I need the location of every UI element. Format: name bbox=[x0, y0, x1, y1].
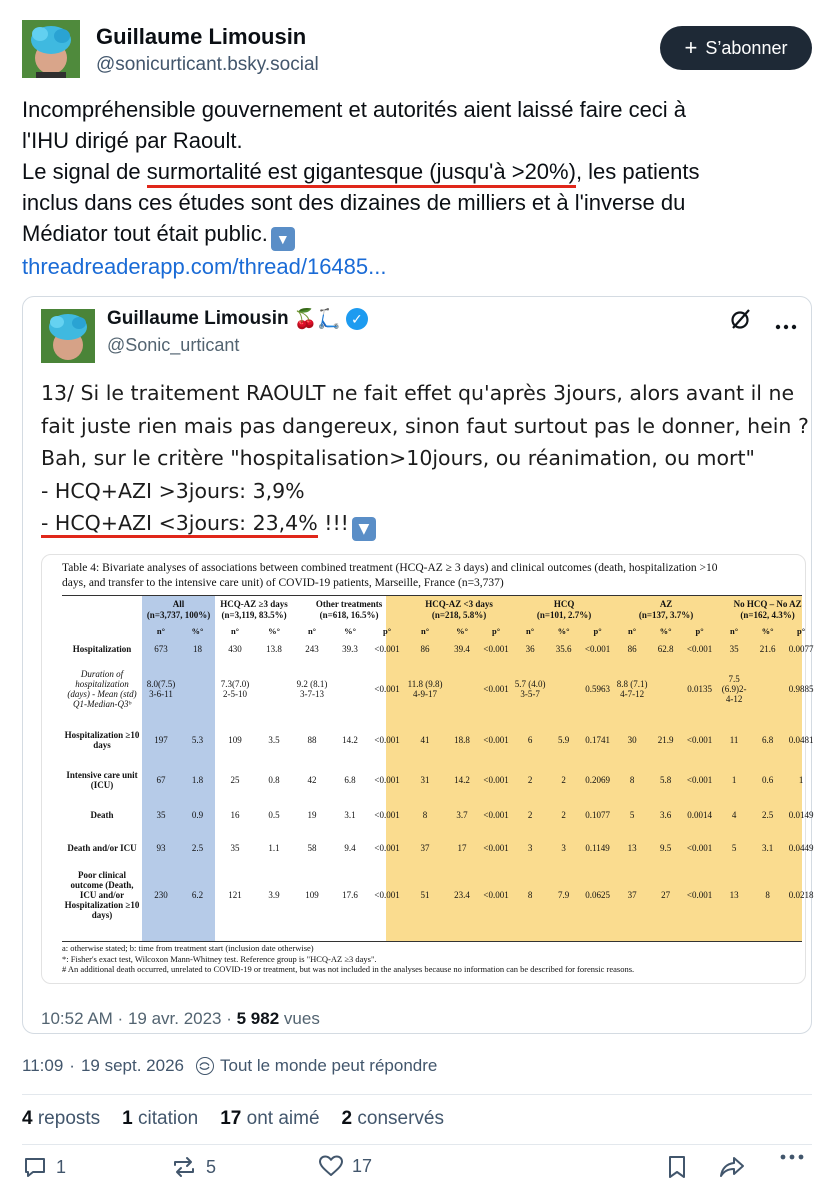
group-sublabel: (n=3,119, 83.5%) bbox=[221, 610, 287, 620]
table-cell: 9.2 (8.1) 3-7-13 bbox=[296, 679, 328, 699]
table-cell: 5.3 bbox=[191, 735, 204, 745]
table-cell: 3.5 bbox=[268, 735, 280, 745]
group-sublabel: (n=101, 2.7%) bbox=[536, 610, 592, 620]
table-row bbox=[62, 830, 818, 866]
repost-icon bbox=[170, 1154, 198, 1180]
table-row-label: Intensive care unit (ICU) bbox=[66, 770, 138, 790]
table-cell: <0.001 bbox=[374, 890, 400, 900]
table-cell: 7.5 (6.9)2-4-12 bbox=[721, 674, 747, 704]
likes-stat[interactable] bbox=[220, 1108, 319, 1130]
table-cell: 14.2 bbox=[342, 735, 358, 745]
table-cell: 3.6 bbox=[659, 810, 672, 820]
table-cell: 39.3 bbox=[342, 644, 358, 654]
divider bbox=[22, 1144, 812, 1145]
saved-count: 2 bbox=[341, 1108, 353, 1129]
more-button[interactable] bbox=[780, 1154, 804, 1160]
table-cell: 8 bbox=[765, 890, 770, 900]
table-row bbox=[62, 760, 818, 800]
post-link[interactable]: threadreaderapp.com/thread/16485... bbox=[22, 254, 387, 279]
likes-label: ont aimé bbox=[246, 1108, 320, 1129]
table-cell: <0.001 bbox=[686, 775, 713, 785]
table-cell: 35 bbox=[230, 843, 240, 853]
post-fragment: , les patients bbox=[575, 159, 700, 184]
table-cell: 8 bbox=[527, 890, 533, 900]
table-cell bbox=[180, 658, 215, 720]
table-cell: 6.8 bbox=[344, 775, 356, 785]
table-cell: 197 bbox=[154, 735, 168, 745]
table-subheader: p° bbox=[382, 626, 392, 636]
table-cell: 0.5 bbox=[268, 810, 280, 820]
table-cell: 0.6 bbox=[761, 775, 774, 785]
table-cell bbox=[547, 658, 580, 720]
down-arrow-icon: ▼ bbox=[352, 517, 376, 541]
table-cell: 7.3(7.0) 2-5-10 bbox=[220, 679, 250, 699]
repost-count: 5 bbox=[206, 1156, 217, 1177]
table-cell: 2 bbox=[561, 810, 566, 820]
table-footnote: *: Fisher's exact test, Wilcoxon Mann-Whitney test. Reference group is "HCQ-AZ ≥3 days". bbox=[62, 953, 377, 964]
table-cell: 109 bbox=[228, 735, 242, 745]
table-cell: <0.001 bbox=[483, 684, 509, 694]
table-cell: 5.7 (4.0) 3-5-7 bbox=[514, 679, 546, 699]
plus-icon: + bbox=[684, 35, 698, 60]
table-cell bbox=[255, 658, 293, 720]
table-subheader: %° bbox=[557, 626, 570, 636]
table-cell: <0.001 bbox=[374, 735, 400, 745]
table-group-header bbox=[717, 597, 818, 623]
table-cell: 18.8 bbox=[454, 735, 470, 745]
table-cell: 19 bbox=[307, 810, 317, 820]
separator: · bbox=[112, 1009, 128, 1028]
table-cell: 0.1149 bbox=[585, 843, 610, 853]
bookmark-button[interactable] bbox=[666, 1154, 688, 1180]
table-subheader: %° bbox=[268, 626, 280, 636]
table-row bbox=[62, 866, 818, 924]
table-cell: <0.001 bbox=[483, 644, 509, 654]
table-cell bbox=[331, 658, 369, 720]
table-cell: 88 bbox=[307, 735, 317, 745]
table-subheader: %° bbox=[456, 626, 468, 636]
table-group-header bbox=[293, 597, 405, 623]
table-cell: 8 bbox=[422, 810, 428, 820]
table-group-header bbox=[513, 597, 615, 623]
table-cell: <0.001 bbox=[686, 890, 713, 900]
underlined-highlight: surmortalité est gigantesque (jusqu'à >20%) bbox=[147, 159, 576, 188]
group-label: Other treatments bbox=[315, 599, 383, 609]
citations-label: citation bbox=[138, 1108, 199, 1129]
table-cell: 14.2 bbox=[454, 775, 470, 785]
post-meta bbox=[22, 1056, 437, 1076]
views-count: 5 982 bbox=[236, 1009, 280, 1028]
group-label: HCQ-AZ ≥3 days bbox=[220, 599, 288, 609]
table-footnote: # An additional death occurred, unrelated to COVID-19 or treatment, but was not included in the analyses because no information can be described for forensic reasons. bbox=[62, 964, 635, 974]
table-corner bbox=[62, 597, 142, 640]
cherry-scooter-emoji: 🍒🛴 bbox=[293, 309, 341, 330]
table-cell: 21.6 bbox=[759, 644, 776, 654]
table-cell: 3 bbox=[527, 843, 533, 853]
table-cell bbox=[445, 658, 479, 720]
table-caption-line: Table 4: Bivariate analyses of associations between combined treatment (HCQ-AZ ≥ 3 days) and clinical outcomes (death, hospitalization >10 bbox=[62, 562, 718, 574]
table-cell: 0.2069 bbox=[585, 775, 610, 785]
author-handle[interactable]: @sonicurticant.bsky.social bbox=[96, 54, 319, 75]
table-cell: 5 bbox=[731, 843, 737, 853]
quoted-time: 10:52 AM bbox=[41, 1009, 113, 1028]
table-cell: 1.8 bbox=[191, 775, 204, 785]
divider bbox=[22, 1094, 812, 1095]
table-cell: 21.9 bbox=[657, 735, 674, 745]
table-cell: 3 bbox=[561, 843, 566, 853]
citations-count: 1 bbox=[122, 1108, 133, 1129]
table-cell: 2.5 bbox=[191, 843, 204, 853]
table-cell: 13 bbox=[627, 843, 637, 853]
table-cell: 8.0(7.5) 3-6-11 bbox=[146, 679, 176, 699]
table-cell: 0.0135 bbox=[687, 684, 712, 694]
table-subheader: p° bbox=[593, 626, 602, 636]
table-cell: 86 bbox=[420, 644, 430, 654]
table-cell: 35 bbox=[729, 644, 739, 654]
table-cell: 5.9 bbox=[557, 735, 570, 745]
quoted-line bbox=[41, 507, 801, 541]
table-cell: 2 bbox=[527, 775, 533, 785]
table-cell: 673 bbox=[154, 644, 168, 654]
table-cell: 0.9 bbox=[191, 810, 204, 820]
author-name[interactable]: Guillaume Limousin bbox=[96, 24, 307, 49]
table-cell: <0.001 bbox=[374, 843, 400, 853]
table-cell: 7.9 bbox=[557, 890, 570, 900]
quoted-line: - HCQ+AZI >3jours: 3,9% bbox=[41, 478, 305, 503]
group-sublabel: (n=218, 5.8%) bbox=[431, 610, 487, 620]
table-cell: 41 bbox=[420, 735, 430, 745]
table-row bbox=[62, 640, 818, 658]
table-cell: 0.0014 bbox=[687, 810, 712, 820]
table-cell: 17.6 bbox=[342, 890, 358, 900]
table-cell: <0.001 bbox=[374, 644, 400, 654]
table-cell: 3.1 bbox=[761, 843, 774, 853]
table-cell: 5.8 bbox=[659, 775, 672, 785]
table-cell: 23.4 bbox=[454, 890, 470, 900]
saved-stat[interactable] bbox=[342, 1108, 444, 1130]
table-cell: <0.001 bbox=[374, 810, 400, 820]
table-cell: 13.8 bbox=[266, 644, 282, 654]
underlined-highlight: - HCQ+AZI <3jours: 23,4% bbox=[41, 511, 318, 538]
table-cell: <0.001 bbox=[686, 735, 713, 745]
table-cell: <0.001 bbox=[483, 735, 509, 745]
table-row-label: Hospitalization ≥10 days bbox=[64, 730, 140, 750]
table-grid bbox=[62, 597, 814, 941]
table-cell: 51 bbox=[420, 890, 430, 900]
table-cell: <0.001 bbox=[483, 775, 509, 785]
avatar[interactable] bbox=[22, 20, 80, 78]
table-group-header bbox=[142, 597, 215, 623]
table-cell bbox=[649, 658, 682, 720]
table-cell: <0.001 bbox=[483, 810, 509, 820]
table-cell: 86 bbox=[627, 644, 637, 654]
table-cell: 62.8 bbox=[657, 644, 674, 654]
table-cell: 37 bbox=[627, 890, 637, 900]
quoted-text bbox=[41, 377, 809, 541]
table-cell: 6.2 bbox=[191, 890, 204, 900]
table-cell: <0.001 bbox=[483, 843, 509, 853]
table-cell: 0.0077 bbox=[788, 644, 814, 654]
table-cell: 3.1 bbox=[344, 810, 356, 820]
group-sublabel: (n=137, 3.7%) bbox=[638, 610, 694, 620]
table-cell: 6.8 bbox=[761, 735, 774, 745]
table-cell: 37 bbox=[420, 843, 430, 853]
table-footnotes bbox=[62, 943, 797, 975]
like-button[interactable] bbox=[318, 1154, 372, 1178]
table-subheader: n° bbox=[307, 626, 317, 636]
table-row-label: Death and/or ICU bbox=[67, 843, 137, 853]
table-cell: 0.0149 bbox=[788, 810, 814, 820]
table-subheader: p° bbox=[695, 626, 704, 636]
table-cell: 0.0625 bbox=[585, 890, 610, 900]
table-caption bbox=[62, 561, 797, 591]
table-subheader: %° bbox=[191, 626, 204, 636]
reposts-label: reposts bbox=[37, 1108, 101, 1129]
table-cell: 93 bbox=[156, 843, 166, 853]
quoted-author-name-text: Guillaume Limousin bbox=[107, 308, 289, 329]
verified-badge-icon: ✓ bbox=[346, 308, 368, 330]
table-rule bbox=[62, 595, 802, 596]
table-cell: <0.001 bbox=[686, 843, 713, 853]
table-footnote: a: otherwise stated; b: time from treatment start (inclusion date otherwise) bbox=[62, 943, 314, 953]
post-line bbox=[22, 156, 812, 187]
table-cell: 1 bbox=[798, 775, 804, 785]
table-cell: 3.9 bbox=[268, 890, 280, 900]
table-row-label: Hospitalization bbox=[72, 644, 132, 654]
table-subheader: n° bbox=[156, 626, 166, 636]
repost-button[interactable] bbox=[170, 1154, 216, 1180]
separator: · bbox=[69, 1056, 75, 1075]
table-image[interactable] bbox=[41, 554, 814, 984]
table-row bbox=[62, 800, 818, 830]
table-cell: 13 bbox=[729, 890, 739, 900]
quoted-author-name[interactable] bbox=[107, 307, 368, 331]
table-row bbox=[62, 720, 818, 760]
table-group-header bbox=[215, 597, 293, 623]
table-cell: 17 bbox=[457, 843, 467, 853]
table-cell: 8.8 (7.1) 4-7-12 bbox=[616, 679, 648, 699]
reply-settings-icon bbox=[196, 1057, 214, 1075]
table-subheader: %° bbox=[344, 626, 356, 636]
quoted-author-handle[interactable]: @Sonic_urticant bbox=[107, 335, 240, 355]
group-label: HCQ bbox=[553, 599, 575, 609]
table-cell: 6 bbox=[527, 735, 533, 745]
quoted-actions bbox=[729, 307, 797, 338]
citations-stat[interactable] bbox=[122, 1108, 198, 1130]
table-cell: 4 bbox=[731, 810, 737, 820]
table-cell: 67 bbox=[156, 775, 166, 785]
share-icon bbox=[718, 1154, 746, 1180]
table-cell: 31 bbox=[420, 775, 430, 785]
follow-button[interactable] bbox=[660, 26, 812, 70]
table-cell: 1.1 bbox=[268, 843, 280, 853]
quoted-date: 19 avr. 2023 bbox=[127, 1009, 222, 1028]
table-row-label: Death bbox=[90, 810, 114, 820]
reply-icon bbox=[22, 1154, 48, 1180]
table-subheader: n° bbox=[420, 626, 430, 636]
table-subheader: %° bbox=[761, 626, 774, 636]
group-label: All bbox=[172, 599, 185, 609]
table-cell: 25 bbox=[230, 775, 240, 785]
group-label: AZ bbox=[659, 599, 673, 609]
table-cell: 36 bbox=[525, 644, 535, 654]
group-sublabel: (n=618, 16.5%) bbox=[319, 610, 379, 620]
table-subheader: n° bbox=[628, 626, 637, 636]
table-cell: 18 bbox=[193, 644, 202, 654]
likes-count: 17 bbox=[220, 1108, 242, 1129]
separator: · bbox=[221, 1009, 237, 1028]
group-sublabel: (n=162, 4.3%) bbox=[740, 610, 795, 620]
reposts-stat[interactable] bbox=[22, 1108, 100, 1130]
table-cell: 230 bbox=[154, 890, 168, 900]
table-cell: <0.001 bbox=[584, 644, 611, 654]
table-cell: 39.4 bbox=[454, 644, 470, 654]
table-subheader: n° bbox=[730, 626, 739, 636]
grok-icon[interactable] bbox=[729, 307, 753, 338]
table-group-header bbox=[615, 597, 717, 623]
table-cell: 35 bbox=[156, 810, 166, 820]
table-cell: 2 bbox=[561, 775, 566, 785]
table-cell: 58 bbox=[307, 843, 317, 853]
like-count: 17 bbox=[352, 1155, 373, 1176]
post-time: 11:09 bbox=[22, 1056, 64, 1075]
table-cell: 0.1077 bbox=[585, 810, 610, 820]
table-cell: 42 bbox=[307, 775, 317, 785]
table-cell: 430 bbox=[228, 644, 242, 654]
table-cell: 11 bbox=[729, 735, 739, 745]
table-cell: 16 bbox=[230, 810, 240, 820]
quoted-meta bbox=[41, 1009, 320, 1029]
share-button[interactable] bbox=[718, 1154, 746, 1180]
reply-button[interactable] bbox=[22, 1154, 66, 1180]
down-arrow-icon: ▼ bbox=[271, 227, 295, 251]
post-line bbox=[22, 251, 812, 282]
post-line: l'IHU dirigé par Raoult. bbox=[22, 128, 243, 153]
table-cell: 0.0481 bbox=[788, 735, 814, 745]
post-line: Incompréhensible gouvernement et autorités aient laissé faire ceci à bbox=[22, 97, 687, 122]
table-cell: <0.001 bbox=[374, 684, 400, 694]
table-cell: 5 bbox=[629, 810, 635, 820]
table-cell: 27 bbox=[661, 890, 671, 900]
quoted-line: fait juste rien mais pas dangereux, sinon faut surtout pas le donner, hein ? bbox=[41, 413, 809, 438]
group-label: HCQ-AZ <3 days bbox=[425, 599, 493, 609]
table-caption-line: days, and transfer to the intensive care unit) of COVID-19 patients, Marseille, France (n=3,737) bbox=[62, 577, 504, 589]
reply-settings-label[interactable]: Tout le monde peut répondre bbox=[219, 1056, 438, 1075]
quoted-line: Bah, sur le critère "hospitalisation>10jours, ou réanimation, ou mort" bbox=[41, 446, 755, 470]
post-stats bbox=[22, 1108, 444, 1130]
post-fragment: Médiator tout était public. bbox=[22, 221, 268, 246]
bookmark-icon bbox=[666, 1154, 688, 1180]
table-cell: 1 bbox=[731, 775, 737, 785]
post-date: 19 sept. 2026 bbox=[80, 1056, 184, 1075]
table-rule bbox=[62, 941, 802, 942]
quoted-fragment: !!! bbox=[317, 511, 349, 535]
quoted-avatar[interactable] bbox=[41, 309, 95, 363]
group-sublabel: (n=3,737, 100%) bbox=[146, 610, 211, 620]
table-cell: 3.7 bbox=[456, 810, 468, 820]
action-bar bbox=[22, 1150, 812, 1186]
table-group-header bbox=[405, 597, 513, 623]
table-cell: <0.001 bbox=[483, 890, 509, 900]
views-label: vues bbox=[283, 1009, 320, 1028]
heart-icon bbox=[318, 1154, 344, 1178]
group-label: No HCQ – No AZ bbox=[733, 599, 802, 609]
post-line: inclus dans ces études sont des dizaines de milliers et à l'inverse du bbox=[22, 190, 686, 215]
reply-count: 1 bbox=[56, 1156, 67, 1177]
table-cell: <0.001 bbox=[686, 644, 713, 654]
table-cell: 109 bbox=[305, 890, 319, 900]
quoted-post-card[interactable] bbox=[22, 296, 812, 1034]
table-cell: 2 bbox=[527, 810, 533, 820]
table-row bbox=[62, 658, 818, 720]
table-cell: 0.0449 bbox=[788, 843, 814, 853]
reposts-count: 4 bbox=[22, 1108, 33, 1129]
more-options-icon bbox=[780, 1154, 804, 1160]
table-subheader: p° bbox=[797, 626, 806, 636]
table-subheader: n° bbox=[230, 626, 240, 636]
table-cell: 9.5 bbox=[659, 843, 672, 853]
follow-label: S’abonner bbox=[705, 37, 788, 58]
table-cell: 30 bbox=[627, 735, 637, 745]
table-row-label: Poor clinical outcome (Death, ICU and/or Hospitalization ≥10 days) bbox=[64, 870, 140, 920]
table-cell: 0.5963 bbox=[585, 684, 610, 694]
table-cell: 2.5 bbox=[761, 810, 774, 820]
table-cell: 35.6 bbox=[555, 644, 572, 654]
table-cell: 8 bbox=[629, 775, 635, 785]
quoted-line: 13/ Si le traitement RAOULT ne fait effet qu'après 3jours, alors avant il ne bbox=[41, 381, 795, 405]
post-fragment: Le signal de bbox=[22, 159, 147, 184]
table-cell: 0.0218 bbox=[788, 890, 814, 900]
table-subheader: p° bbox=[491, 626, 501, 636]
table-cell bbox=[751, 658, 784, 720]
table-cell: 0.8 bbox=[268, 775, 280, 785]
table-subheader: n° bbox=[526, 626, 535, 636]
post-line bbox=[22, 218, 812, 251]
table-subheader: %° bbox=[659, 626, 672, 636]
table-row-label: Duration of hospitalization (days) - Mean (std) Q1-Median-Q3ᵇ bbox=[67, 669, 137, 709]
table-cell: 243 bbox=[305, 644, 319, 654]
table-cell: 9.4 bbox=[344, 843, 356, 853]
more-options-icon[interactable] bbox=[775, 309, 797, 337]
table-cell: <0.001 bbox=[374, 775, 400, 785]
post-text bbox=[22, 94, 812, 282]
table-cell: 0.1741 bbox=[585, 735, 610, 745]
table-cell: 0.9885 bbox=[788, 684, 814, 694]
table-cell: 11.8 (9.8) 4-9-17 bbox=[407, 679, 443, 699]
post-header bbox=[22, 18, 812, 80]
table-cell: 121 bbox=[228, 890, 242, 900]
saved-label: conservés bbox=[357, 1108, 444, 1129]
